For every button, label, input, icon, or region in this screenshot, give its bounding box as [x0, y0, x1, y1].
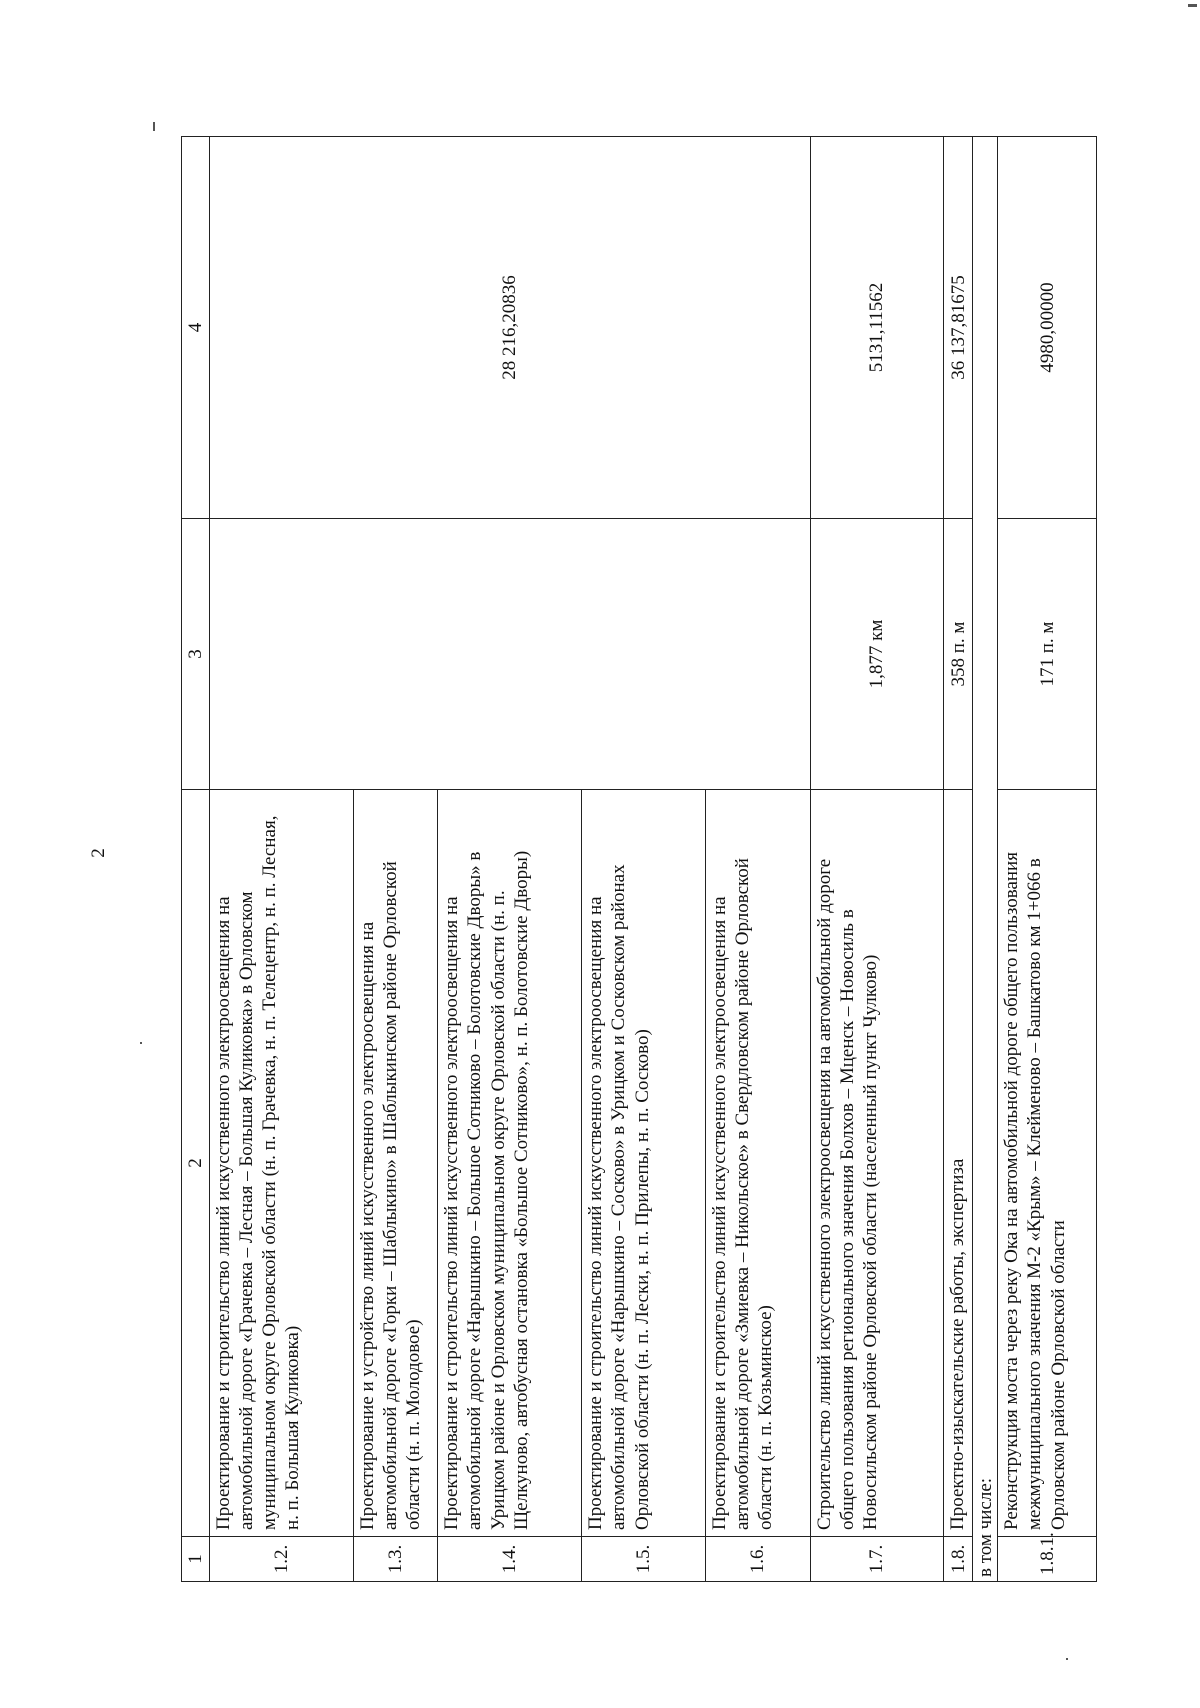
table-row — [998, 137, 1097, 1582]
row-number: 1.3. — [353, 1537, 437, 1582]
table-row — [810, 137, 944, 1582]
row-quantity: 358 п. м — [944, 519, 973, 790]
row-value: 36 137,81675 — [944, 137, 973, 519]
table-row — [944, 137, 973, 1582]
scan-speck — [140, 1042, 142, 1044]
row-description: Проектирование и строительство линий искусственного электроосвещения на автомобильной дороге «Нарышкино – Сосково» в Урицком и Сосковском районах Орловской области (н. п. Лески, н. п. Прилепы, н. п. Сосково) — [582, 790, 705, 1537]
row-description: Проектирование и строительство линий искусственного электроосвещения на автомобильной дороге «Змиевка – Никольское» в Свердловском районе Орловской области (н. п. Козьминское) — [705, 790, 810, 1537]
scan-speck — [1188, 4, 1197, 7]
row-number: 1.4. — [438, 1537, 582, 1582]
rotated-table-container — [181, 137, 1097, 1582]
row-number: 1.2. — [209, 1537, 353, 1582]
row-number: 1.7. — [810, 1537, 944, 1582]
row-quantity: 1,877 км — [810, 519, 944, 790]
header-col-1: 1 — [182, 1537, 210, 1582]
row-description: Проектирование и строительство линий искусственного электроосвещения на автомобильной дороге «Нарышкино – Большое Сотниково – Болотовские Дворы» в Урицком районе и Орловском муниципальном округе Орловской области (н. п. Щелкуново, автобусная остановка «Большое Сотниково», н. п. Болотовские Дворы) — [438, 790, 582, 1537]
row-number: 1.8.1. — [998, 1537, 1097, 1582]
scan-speck — [1066, 1658, 1068, 1660]
row-description: Проектирование и устройство линий искусственного электроосвещения на автомобильной дороге «Горки – Шаблыкино» в Шаблыкинском районе Орловской области (н. п. Молодовое) — [353, 790, 437, 1537]
header-col-4: 4 — [182, 137, 210, 519]
row-value-merged: 28 216,20836 — [209, 137, 810, 519]
page-number: 2 — [88, 848, 109, 858]
row-description: Реконструкция моста через реку Ока на автомобильной дороге общего пользования межмуниципального значения М-2 «Крым» – Клейменово – Башкатово км 1+066 в Орловском районе Орловской области — [998, 790, 1097, 1537]
including-label: в том числе: — [973, 137, 998, 1582]
row-number: 1.5. — [582, 1537, 705, 1582]
header-row — [182, 137, 210, 1582]
row-description: Проектно-изыскательские работы, экспертиза — [944, 790, 973, 1537]
row-quantity: 171 п. м — [998, 519, 1097, 790]
row-value: 5131,11562 — [810, 137, 944, 519]
row-quantity — [209, 519, 810, 790]
header-col-3: 3 — [182, 519, 210, 790]
works-table — [181, 136, 1097, 1582]
row-description: Строительство линий искусственного электроосвещения на автомобильной дороге общего пользования регионального значения Болхов – Мценск – Новосиль в Новосильском районе Орловской области (населенный пункт Чулково) — [810, 790, 944, 1537]
row-number: 1.8. — [944, 1537, 973, 1582]
scan-speck — [153, 122, 155, 131]
table-row — [209, 137, 353, 1582]
header-col-2: 2 — [182, 790, 210, 1537]
row-description: Проектирование и строительство линий искусственного электроосвещения на автомобильной дороге «Грачевка – Лесная – Большая Куликовка» в Орловском муниципальном округе Орловской области (н. п. Грачевка, н. п. Телецентр, н. п. Лесная, н. п. Большая Куликовка) — [209, 790, 353, 1537]
row-value: 4980,00000 — [998, 137, 1097, 519]
row-number: 1.6. — [705, 1537, 810, 1582]
including-row — [973, 137, 998, 1582]
